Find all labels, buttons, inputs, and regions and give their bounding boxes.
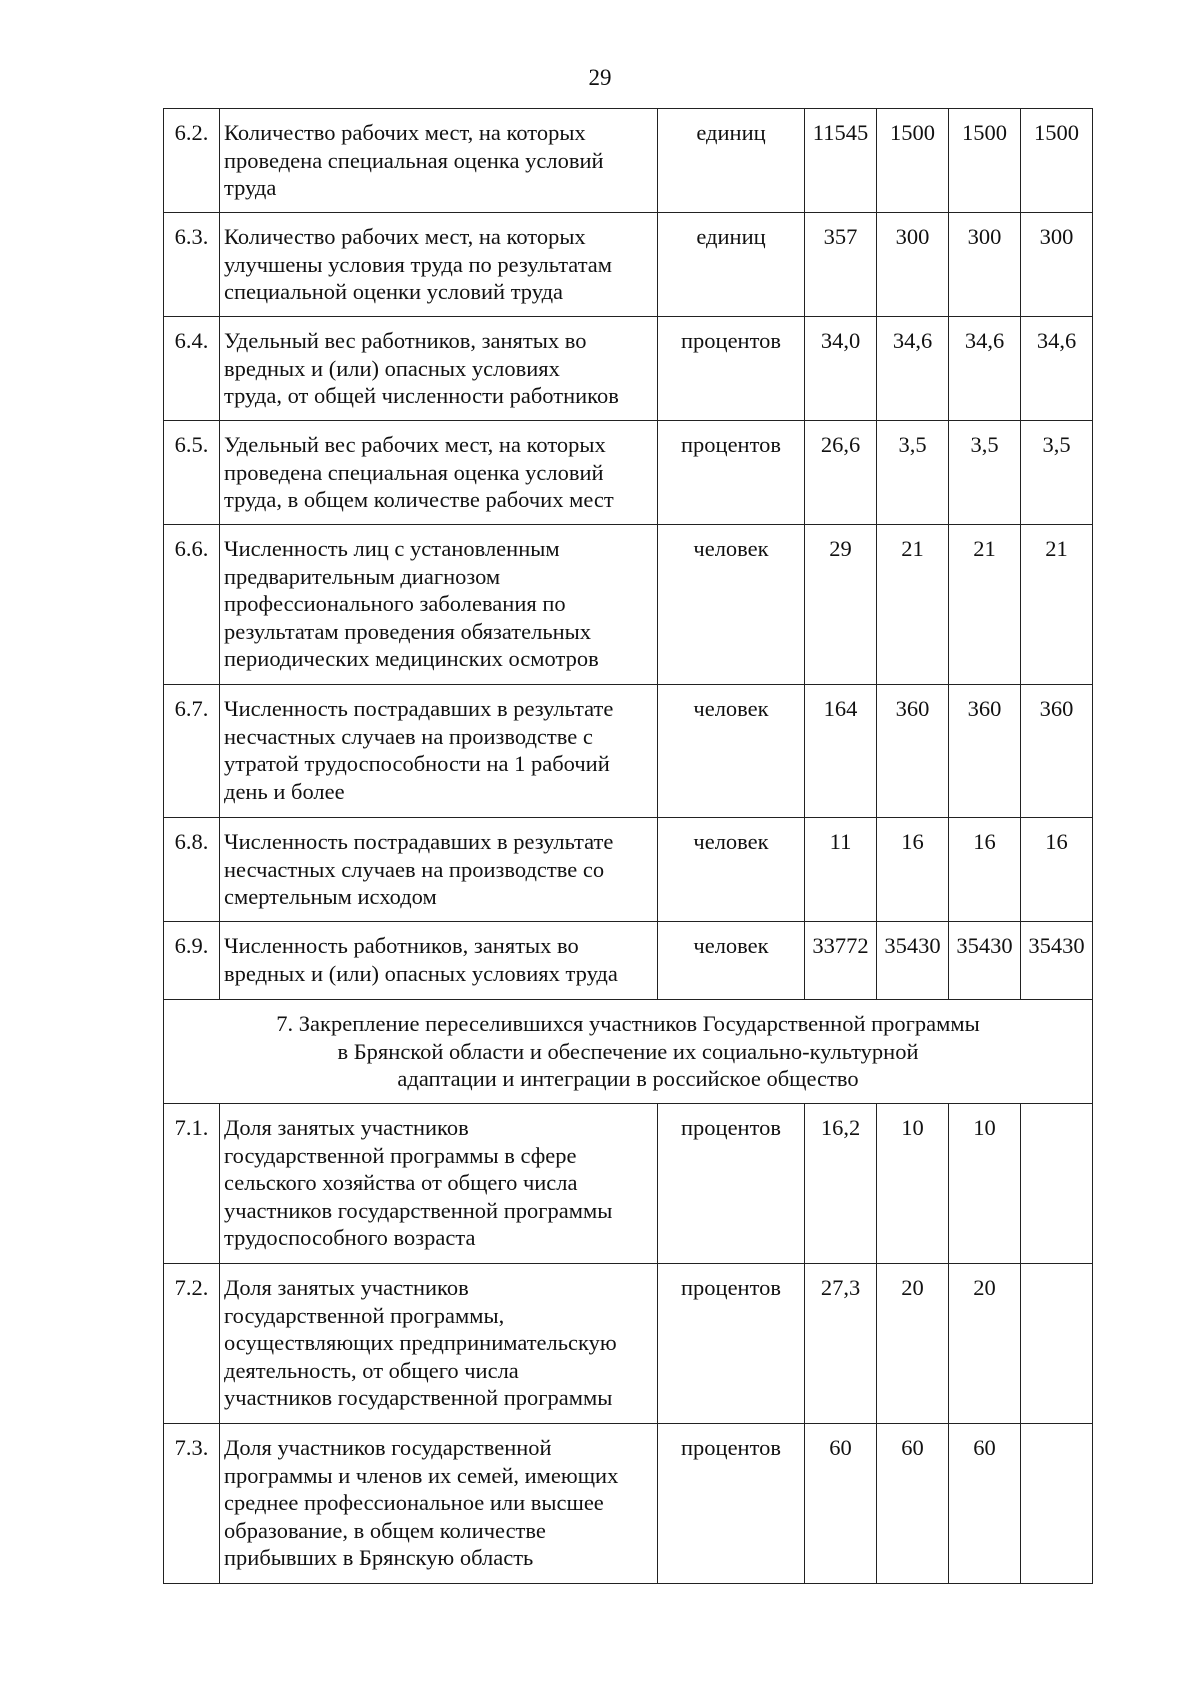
- indicator-name-line: вредных и (или) опасных условиях труда: [224, 960, 618, 986]
- indicator-name: [220, 109, 658, 213]
- indicator-name-line: Доля занятых участников: [224, 1275, 469, 1300]
- indicator-name-line: труда, от общей численности работников: [224, 383, 619, 408]
- table-row: [164, 685, 1093, 818]
- value-cell: [1021, 1264, 1093, 1424]
- indicator-name: [220, 1264, 658, 1424]
- unit-of-measure: единиц: [658, 109, 805, 213]
- value-cell: 20: [949, 1264, 1021, 1424]
- value-cell: 3,5: [949, 421, 1021, 525]
- table-row: [164, 525, 1093, 685]
- indicator-name-line: Численность пострадавших в результате: [224, 696, 614, 721]
- value-cell: 35430: [1021, 922, 1093, 1000]
- row-number: 6.5.: [164, 421, 220, 525]
- value-cell: 60: [805, 1424, 877, 1584]
- value-cell: 20: [877, 1264, 949, 1424]
- unit-of-measure: процентов: [658, 1264, 805, 1424]
- indicator-name: [220, 525, 658, 685]
- value-cell: 3,5: [877, 421, 949, 525]
- indicator-name: [220, 1104, 658, 1264]
- indicator-name-line: Численность работников, занятых во: [224, 933, 579, 958]
- table-body-section-7: [164, 1104, 1093, 1584]
- value-cell: 1500: [1021, 109, 1093, 213]
- unit-of-measure: процентов: [658, 1104, 805, 1264]
- indicator-name: [220, 685, 658, 818]
- section-heading-row: [164, 1000, 1093, 1104]
- indicator-name-line: труда, в общем количестве рабочих мест: [224, 487, 614, 512]
- indicator-name-line: проведена специальная оценка условий: [224, 147, 604, 173]
- section-heading: [164, 1000, 1093, 1104]
- indicator-name: [220, 818, 658, 922]
- indicator-name-line: деятельность, от общего числа: [224, 1357, 519, 1383]
- indicator-name-line: Численность пострадавших в результате: [224, 829, 614, 854]
- row-number: 6.8.: [164, 818, 220, 922]
- indicator-name-line: специальной оценки условий труда: [224, 279, 564, 304]
- indicator-name-line: образование, в общем количестве: [224, 1517, 546, 1543]
- value-cell: 11545: [805, 109, 877, 213]
- value-cell: 29: [805, 525, 877, 685]
- unit-of-measure: процентов: [658, 1424, 805, 1584]
- table-body-section-7-header: [164, 1000, 1093, 1104]
- value-cell: 164: [805, 685, 877, 818]
- value-cell: [1021, 1424, 1093, 1584]
- indicator-name-line: среднее профессиональное или высшее: [224, 1490, 604, 1515]
- value-cell: 16: [949, 818, 1021, 922]
- row-number: 7.1.: [164, 1104, 220, 1264]
- indicator-name-line: труда: [224, 175, 277, 200]
- value-cell: 34,6: [949, 317, 1021, 421]
- indicator-name: [220, 1424, 658, 1584]
- table-body-section-6: [164, 109, 1093, 1000]
- indicator-name-line: периодических медицинских осмотров: [224, 646, 599, 671]
- indicator-name-line: осуществляющих предпринимательскую: [224, 1330, 617, 1355]
- indicator-name: [220, 317, 658, 421]
- indicator-name-line: смертельным исходом: [224, 884, 437, 909]
- value-cell: 34,0: [805, 317, 877, 421]
- table-row: [164, 109, 1093, 213]
- value-cell: 16: [877, 818, 949, 922]
- value-cell: 21: [877, 525, 949, 685]
- unit-of-measure: процентов: [658, 317, 805, 421]
- indicator-name-line: улучшены условия труда по результатам: [224, 251, 613, 277]
- indicator-name-line: вредных и (или) опасных условиях: [224, 355, 560, 381]
- value-cell: 300: [1021, 213, 1093, 317]
- row-number: 6.6.: [164, 525, 220, 685]
- indicator-name-line: несчастных случаев на производстве с: [224, 723, 593, 749]
- table-row: [164, 421, 1093, 525]
- section-heading-line: адаптации и интеграции в российское общество: [397, 1066, 859, 1092]
- value-cell: 35430: [877, 922, 949, 1000]
- value-cell: [1021, 1104, 1093, 1264]
- unit-of-measure: человек: [658, 922, 805, 1000]
- indicator-name-line: программы и членов их семей, имеющих: [224, 1462, 619, 1488]
- indicator-name-line: предварительным диагнозом: [224, 563, 501, 589]
- indicator-name-line: государственной программы,: [224, 1302, 505, 1328]
- row-number: 7.2.: [164, 1264, 220, 1424]
- table-row: [164, 1104, 1093, 1264]
- value-cell: 33772: [805, 922, 877, 1000]
- row-number: 6.3.: [164, 213, 220, 317]
- table-row: [164, 1424, 1093, 1584]
- indicator-name-line: утратой трудоспособности на 1 рабочий: [224, 751, 610, 776]
- indicator-name-line: проведена специальная оценка условий: [224, 459, 604, 485]
- indicator-name-line: Удельный вес работников, занятых во: [224, 328, 587, 353]
- row-number: 6.9.: [164, 922, 220, 1000]
- value-cell: 21: [949, 525, 1021, 685]
- value-cell: 27,3: [805, 1264, 877, 1424]
- indicator-name-line: Количество рабочих мест, на которых: [224, 224, 586, 249]
- table-row: [164, 922, 1093, 1000]
- page-number: 29: [588, 65, 612, 90]
- value-cell: 360: [877, 685, 949, 818]
- value-cell: 10: [949, 1104, 1021, 1264]
- value-cell: 360: [949, 685, 1021, 818]
- row-number: 6.7.: [164, 685, 220, 818]
- indicator-name-line: профессионального заболевания по: [224, 591, 566, 616]
- value-cell: 300: [949, 213, 1021, 317]
- value-cell: 34,6: [1021, 317, 1093, 421]
- section-heading-line: в Брянской области и обеспечение их социально-культурной: [337, 1038, 919, 1064]
- value-cell: 1500: [949, 109, 1021, 213]
- indicator-name-line: несчастных случаев на производстве со: [224, 856, 605, 882]
- unit-of-measure: процентов: [658, 421, 805, 525]
- indicator-name-line: Доля занятых участников: [224, 1115, 469, 1140]
- value-cell: 35430: [949, 922, 1021, 1000]
- indicator-name-line: Численность лиц с установленным: [224, 536, 560, 561]
- indicator-name-line: Удельный вес рабочих мест, на которых: [224, 432, 606, 457]
- row-number: 7.3.: [164, 1424, 220, 1584]
- table-row: [164, 317, 1093, 421]
- value-cell: 16,2: [805, 1104, 877, 1264]
- value-cell: 26,6: [805, 421, 877, 525]
- value-cell: 60: [949, 1424, 1021, 1584]
- value-cell: 10: [877, 1104, 949, 1264]
- indicators-table: [163, 108, 1093, 1584]
- section-heading-line: 7. Закрепление переселившихся участников Государственной программы: [276, 1011, 980, 1037]
- indicator-name-line: участников государственной программы: [224, 1197, 613, 1223]
- table-row: [164, 818, 1093, 922]
- value-cell: 34,6: [877, 317, 949, 421]
- indicator-name-line: Доля участников государственной: [224, 1435, 552, 1460]
- value-cell: 60: [877, 1424, 949, 1584]
- row-number: 6.2.: [164, 109, 220, 213]
- indicator-name-line: день и более: [224, 778, 345, 804]
- unit-of-measure: единиц: [658, 213, 805, 317]
- value-cell: 357: [805, 213, 877, 317]
- indicator-name: [220, 922, 658, 1000]
- indicator-name-line: прибывших в Брянскую область: [224, 1545, 534, 1570]
- table-row: [164, 1264, 1093, 1424]
- unit-of-measure: человек: [658, 685, 805, 818]
- indicator-name-line: Количество рабочих мест, на которых: [224, 120, 586, 145]
- indicator-name-line: результатам проведения обязательных: [224, 618, 591, 644]
- value-cell: 360: [1021, 685, 1093, 818]
- unit-of-measure: человек: [658, 818, 805, 922]
- value-cell: 21: [1021, 525, 1093, 685]
- indicator-name-line: государственной программы в сфере: [224, 1142, 577, 1168]
- value-cell: 3,5: [1021, 421, 1093, 525]
- unit-of-measure: человек: [658, 525, 805, 685]
- value-cell: 300: [877, 213, 949, 317]
- indicator-name: [220, 213, 658, 317]
- indicator-name: [220, 421, 658, 525]
- value-cell: 1500: [877, 109, 949, 213]
- row-number: 6.4.: [164, 317, 220, 421]
- indicator-name-line: сельского хозяйства от общего числа: [224, 1170, 578, 1195]
- value-cell: 16: [1021, 818, 1093, 922]
- table-row: [164, 213, 1093, 317]
- indicator-name-line: трудоспособного возраста: [224, 1225, 476, 1250]
- value-cell: 11: [805, 818, 877, 922]
- indicator-name-line: участников государственной программы: [224, 1385, 613, 1410]
